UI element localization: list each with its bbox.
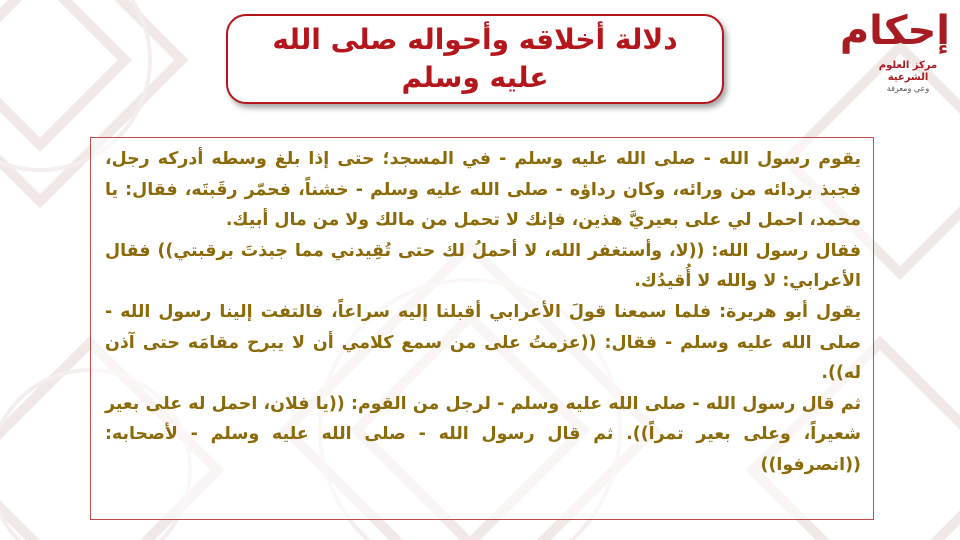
paragraph-2: فقال رسول الله: ((لا، وأستغفر الله، لا أحملُ لك حتى تُقِيدني مما جبذتَ برقبتي)) فقال الأعرابي: لا والله لا أُقيدُك. [105,240,861,292]
brand-logo [839,4,954,100]
title-box [226,14,724,104]
paragraph-3: يقول أبو هريرة: فلما سمعنا قولَ الأعرابي أقبلنا إليه سراعاً، فالتفت إلينا رسول الله - صلى الله عليه وسلم - فقال: ((عزمتُ على من سمع كلامي أن لا يبرح مقامَه حتى آذن له)). [105,301,861,384]
paragraph-4: ثم قال رسول الله - صلى الله عليه وسلم - لرجل من القوم: ((يا فلان، احمل له على بعير شعيراً، وعلى بعير تمراً)). ثم قال رسول الله - صلى الله عليه وسلم - لأصحابه: ((انصرفوا)) [105,393,861,475]
logo-subtitle: مركز العلوم الشرعية [878,60,938,83]
logo-tagline: وعي ومعرفة [886,84,930,93]
slide-title: دلالة أخلاقه وأحواله صلى الله عليه وسلم [272,23,678,94]
logo-mark [839,4,950,58]
paragraph-1: يقوم رسول الله - صلى الله عليه وسلم - في المسجد؛ حتى إذا بلغ وسطه أدركه رجل، فجبذ بردائه من ورائه، وكان رداؤه - صلى الله عليه وسلم - خشناً، فحمّر رقَبتَه، فقال: يا محمد، احمل لي على بعيريَّ هذين، فإنك لا تحمل من مالك ولا من مال أبيك. [105,149,861,231]
logo-brand-text: إحكام [839,8,950,54]
content-box [90,137,874,520]
